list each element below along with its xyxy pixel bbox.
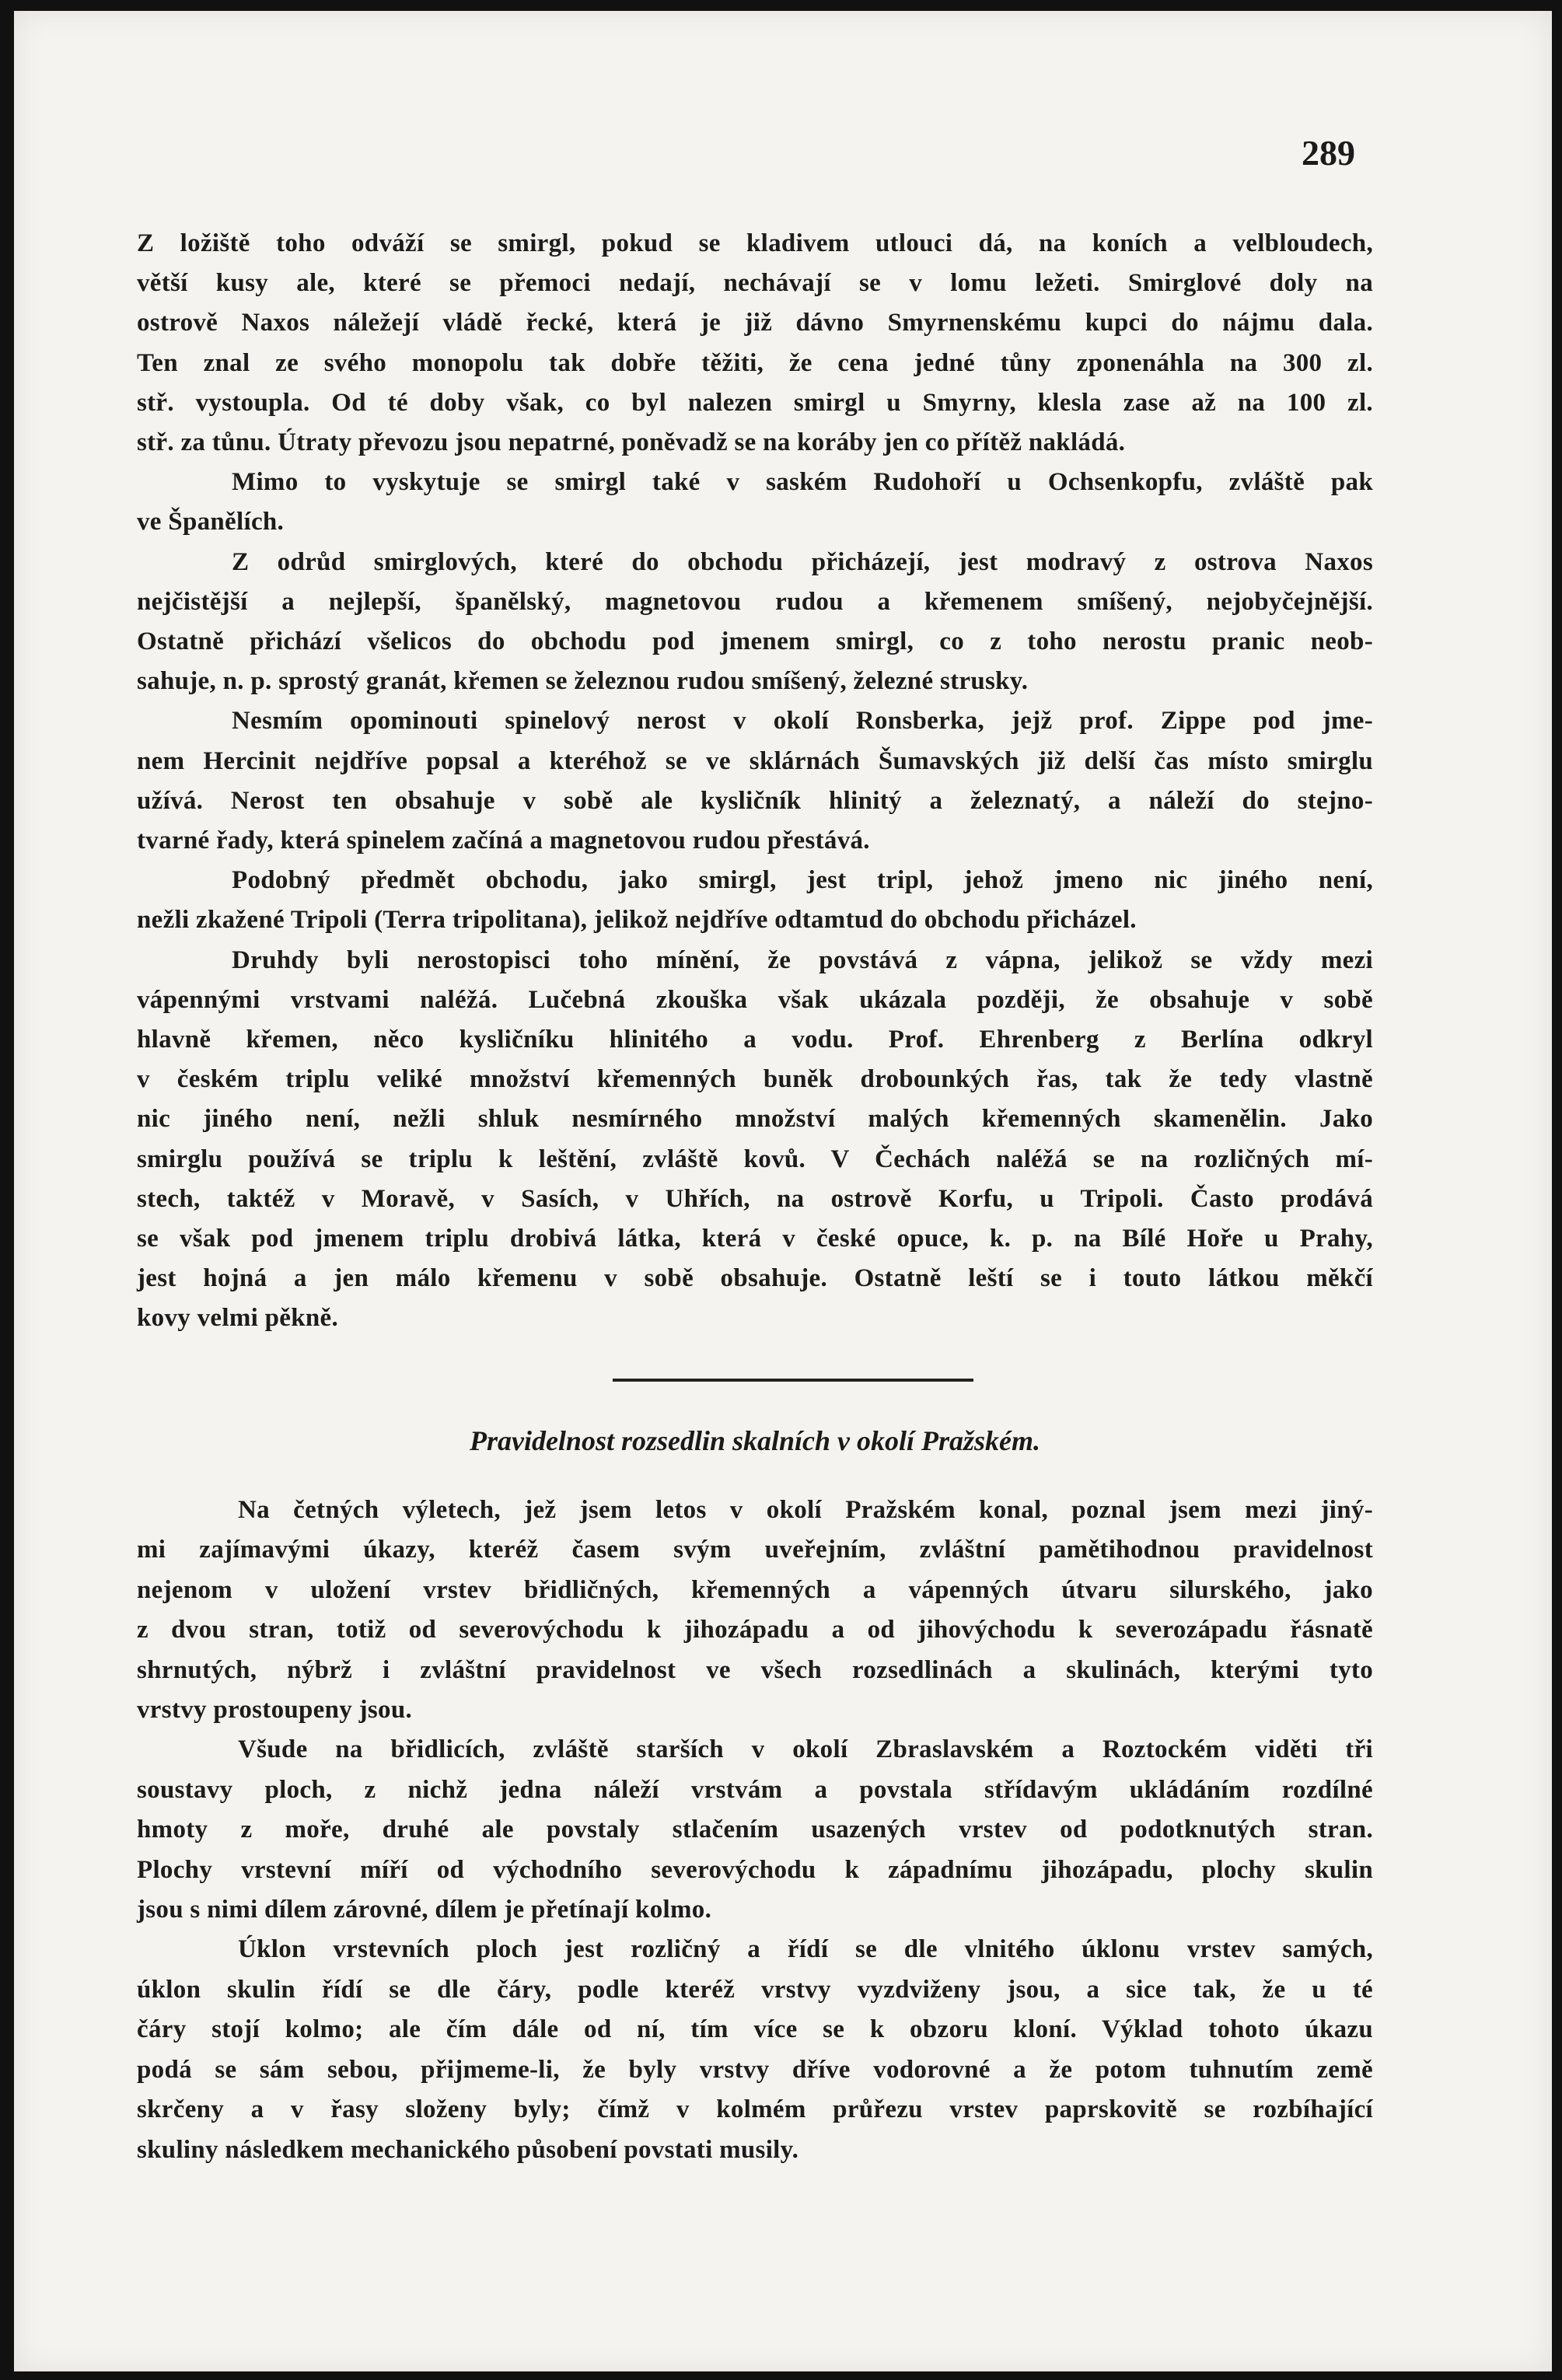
text-line: Z odrůd smirglových, které do obchodu přicházejí, jest modravý z ostrova Naxos: [232, 547, 1373, 576]
text-line: nem Hercinit nejdříve popsal a kteréhož se ve sklárnách Šumavských již delší čas místo smirglu: [137, 746, 1373, 775]
text-line: Ten znal ze svého monopolu tak dobře těžiti, že cena jedné tůny zponenáhla na 300 zl.: [137, 348, 1373, 377]
text-line: Z ložiště toho odváží se smirgl, pokud se kladivem utlouci dá, na koních a velbloudech,: [137, 229, 1373, 257]
text-line: shrnutých, nýbrž i zvláštní pravidelnost ve všech rozsedlinách a skulinách, kterými tyto: [137, 1655, 1373, 1684]
text-line: Podobný předmět obchodu, jako smirgl, jest tripl, jehož jmeno nic jiného není,: [232, 866, 1373, 895]
text-line: kovy velmi pěkně.: [137, 1304, 339, 1333]
text-block-lower: [137, 1491, 1373, 2170]
text-line: stř. za tůnu. Útraty převozu jsou nepatrné, poněvadž se na koráby jen co přítěž nakládá.: [137, 428, 1126, 457]
text-line: Mimo to vyskytuje se smirgl také v saském Rudohoří u Ochsenkopfu, zvláště pak: [232, 468, 1373, 497]
text-line: Všude na břidlicích, zvláště starších v okolí Zbraslavském a Roztockém viděti tři: [238, 1735, 1373, 1764]
text-line: v českém triplu veliké množství křemenných buněk drobounkých řas, tak že tedy vlastně: [137, 1065, 1373, 1094]
text-line: nic jiného není, nežli shluk nesmírného množství malých křemenných skamenělin. Jako: [137, 1105, 1373, 1134]
text-line: Na četných výletech, jež jsem letos v okolí Pražském konal, poznal jsem mezi jiný-: [238, 1496, 1373, 1524]
text-line: vrstvy prostoupeny jsou.: [137, 1696, 413, 1725]
text-line: ostrově Naxos náležejí vládě řecké, která je již dávno Smyrnenskému kupci do nájmu dala.: [137, 309, 1373, 337]
text-line: stř. vystoupla. Od té doby však, co byl nalezen smirgl u Smyrny, klesla zase až na 100 zl.: [137, 388, 1373, 417]
text-line: úklon skulin řídí se dle čáry, podle kteréž vrstvy vyzdviženy jsou, a sice tak, že u té: [137, 1975, 1373, 2004]
text-line: čáry stojí kolmo; ale čím dále od ní, tím více se k obzoru kloní. Výklad tohoto úkazu: [137, 2015, 1373, 2044]
text-line: užívá. Nerost ten obsahuje v sobě ale kysličník hlinitý a železnatý, a náleží do stejno-: [137, 786, 1373, 815]
text-line: sahuje, n. p. sprostý granát, křemen se železnou rudou smíšený, železné strusky.: [137, 667, 1029, 696]
text-line: skuliny následkem mechanického působení povstati musily.: [137, 2135, 799, 2164]
text-line: smirglu používá se triplu k leštění, zvláště kovů. V Čechách naléžá se na rozličných mí-: [137, 1145, 1373, 1173]
text-line: mi zajímavými úkazy, kteréž časem svým uveřejním, zvláštní pamětihodnou pravidelnost: [137, 1536, 1373, 1564]
text-line: ve Španělích.: [137, 508, 285, 536]
text-line: nežli zkažené Tripoli (Terra tripolitana), jelikož nejdříve odtamtud do obchodu přicházel.: [137, 906, 1137, 935]
text-line: jest hojná a jen málo křemenu v sobě obsahuje. Ostatně leští se i touto látkou měkčí: [137, 1264, 1373, 1293]
text-line: skrčeny a v řasy složeny byly; čímž v kolmém průřezu vrstev paprskovitě se rozbíhající: [137, 2095, 1373, 2124]
text-line: podá se sám sebou, přijmeme-li, že byly vrstvy dříve vodorovné a že potom tuhnutím země: [137, 2055, 1373, 2084]
text-line: větší kusy ale, které se přemoci nedají, nechávají se v lomu ležeti. Smirglové doly na: [137, 269, 1373, 298]
section-title: Pravidelnost rozsedlin skalních v okolí Pražském.: [469, 1425, 1041, 1456]
text-line: tvarné řady, která spinelem začíná a magnetovou rudou přestává.: [137, 827, 870, 855]
text-line: Nesmím opominouti spinelový nerost v okolí Ronsberka, jejž prof. Zippe pod jme-: [232, 707, 1373, 736]
text-line: soustavy ploch, z nichž jedna náleží vrstvám a povstala střídavým ukládáním rozdílné: [137, 1775, 1373, 1804]
text-line: Druhdy byli nerostopisci toho mínění, že povstává z vápna, jelikož se vždy mezi: [232, 945, 1373, 974]
text-line: Plochy vrstevní míří od východního severovýchodu k západnímu jihozápadu, plochy skulin: [137, 1855, 1373, 1884]
text-line: z dvou stran, totiž od severovýchodu k jihozápadu a od jihovýchodu k severozápadu řásnatě: [137, 1616, 1373, 1644]
text-line: se však pod jmenem triplu drobivá látka, která v české opuce, k. p. na Bílé Hoře u Prahy,: [137, 1225, 1373, 1253]
text-line: stech, taktéž v Moravě, v Sasích, v Uhřích, na ostrově Korfu, u Tripoli. Často prodává: [137, 1184, 1373, 1213]
text-block-upper: [137, 224, 1373, 1339]
text-line: Úklon vrstevních ploch jest rozličný a řídí se dle vlnitého úklonu vrstev samých,: [238, 1935, 1373, 1964]
text-line: vápennými vrstvami naléžá. Lučebná zkouška však ukázala později, že obsahuje v sobě: [137, 985, 1373, 1014]
text-line: Ostatně přichází všelicos do obchodu pod jmenem smirgl, co z toho nerostu pranic neob-: [137, 627, 1373, 656]
text-line: nejenom v uložení vrstev břidličných, křemenných a vápenných útvaru silurského, jako: [137, 1575, 1373, 1604]
text-line: nejčistější a nejlepší, španělský, magnetovou rudou a křemenem smíšený, nejobyčejnější.: [137, 587, 1373, 616]
section-divider: [613, 1379, 973, 1382]
text-line: jsou s nimi dílem zárovné, dílem je přetínají kolmo.: [137, 1896, 712, 1924]
text-line: hlavně křemen, něco kysličníku hlinitého a vodu. Prof. Ehrenberg z Berlína odkryl: [137, 1026, 1373, 1054]
scanned-page: [14, 11, 1552, 2371]
page-number: 289: [1302, 133, 1355, 173]
text-line: hmoty z moře, druhé ale povstaly stlačením usazených vrstev od podotknutých stran.: [137, 1816, 1373, 1844]
